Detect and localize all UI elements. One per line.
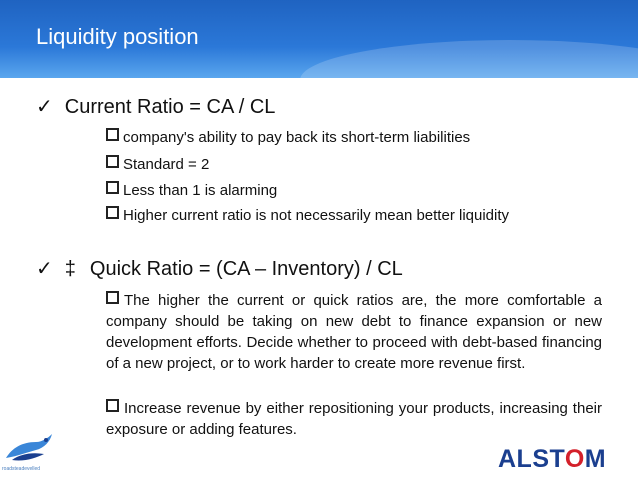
square-bullet-icon <box>106 128 119 141</box>
check-icon: ✓ <box>36 258 53 280</box>
section1-heading-row <box>36 94 275 119</box>
square-bullet-icon <box>106 206 119 219</box>
brand-text-end: M <box>584 445 607 473</box>
section2-heading: Quick Ratio = (CA – Inventory) / CL <box>89 258 403 280</box>
list-item <box>106 128 470 146</box>
left-logo-caption: roadsteadevelled <box>2 466 41 472</box>
title-bar <box>0 0 638 78</box>
list-item-text: company's ability to pay back its short-term liabilities <box>123 129 471 146</box>
dagger-icon: ‡ <box>64 258 76 280</box>
section1-heading: Current Ratio = CA / CL <box>64 96 276 118</box>
list-item <box>106 206 509 224</box>
brand-text: ALST <box>498 445 565 473</box>
paragraph-text: The higher the current or quick ratios are, the more comfortable a company should be taking on new debt to finance expansion or new development efforts. Decide whether to proceed with debt-based financing of a new project, or to work harder to create more revenue first. <box>106 292 602 372</box>
square-bullet-icon <box>106 181 119 194</box>
list-item-text: Less than 1 is alarming <box>123 182 278 199</box>
brand-o: O <box>564 445 585 473</box>
paragraph-text: Increase revenue by either repositioning your products, increasing their exposure or adding features. <box>106 400 602 438</box>
alstom-logo <box>498 445 606 474</box>
list-item <box>106 181 277 199</box>
section2-heading-row <box>36 256 403 281</box>
square-bullet-icon <box>106 291 119 304</box>
square-bullet-icon <box>106 155 119 168</box>
list-item-text: Standard = 2 <box>123 156 210 173</box>
check-icon: ✓ <box>36 96 53 118</box>
paragraph <box>106 290 602 374</box>
list-item-text: Higher current ratio is not necessarily mean better liquidity <box>123 207 510 224</box>
square-bullet-icon <box>106 399 119 412</box>
paragraph <box>106 398 602 440</box>
slide-title: Liquidity position <box>36 24 199 49</box>
list-item <box>106 155 209 173</box>
